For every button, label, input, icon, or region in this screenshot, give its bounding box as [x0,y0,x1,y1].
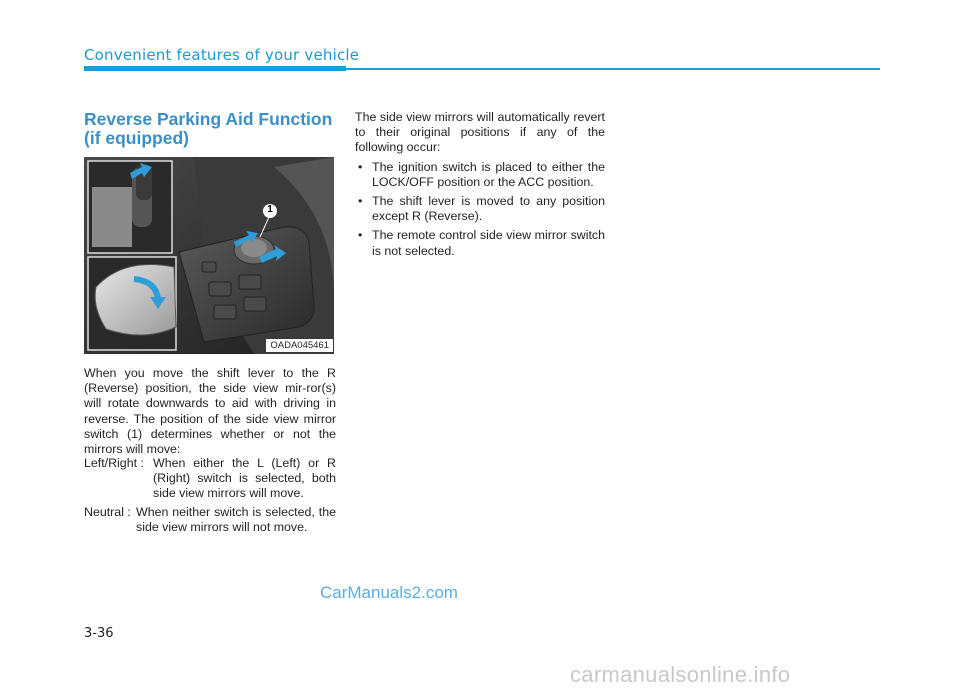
definition-desc: When neither switch is selected, the side view mirrors will not move. [136,505,336,535]
mirror-switch-illustration-art [84,157,334,354]
list-item [355,160,605,190]
revert-conditions-list [355,160,605,259]
header-accent-bar [84,66,346,71]
definition-left-right [84,456,336,502]
list-item-text: The shift lever is moved to any position except R (Reverse). [372,194,605,224]
callout-number-1: 1 [267,204,273,215]
mirror-switch-illustration [84,157,334,354]
chapter-header-title: Convenient features of your vehicle [84,46,360,64]
footer-watermark: carmanualsonline.info [570,662,791,687]
section-title-line-1: Reverse Parking Aid Function [84,109,333,129]
definition-desc: When either the L (Left) or R (Right) switch is selected, both side view mirrors will move. [153,456,336,501]
bullet-icon: • [358,159,363,174]
definition-neutral [84,505,336,535]
header-rule [346,68,880,70]
figure-code: OADA045461 [266,339,333,352]
list-item [355,194,605,224]
list-item-text: The remote control side view mirror switch is not selected. [372,228,605,258]
bullet-icon: • [358,228,363,243]
site-watermark-link[interactable]: CarManuals2.com [320,583,458,602]
revert-intro: The side view mirrors will automatically revert to their original positions if any of the following occur: [355,110,605,155]
bullet-icon: • [358,194,363,209]
section-title-line-2: (if equipped) [84,128,189,148]
list-item-text: The ignition switch is placed to either the LOCK/OFF position or the ACC position. [372,159,605,189]
section-title [84,110,344,148]
right-column [355,110,605,263]
list-item [355,228,605,258]
page-number: 3-36 [84,626,114,641]
definition-term: Left/Right : [84,456,144,470]
intro-paragraph: When you move the shift lever to the R (Reverse) position, the side view mir-ror(s) will rotate downwards to aid with driving in reverse. The position of the side view mirror switch (1) determines whether or not the mirrors will move: [84,366,336,457]
definition-term: Neutral : [84,505,131,519]
